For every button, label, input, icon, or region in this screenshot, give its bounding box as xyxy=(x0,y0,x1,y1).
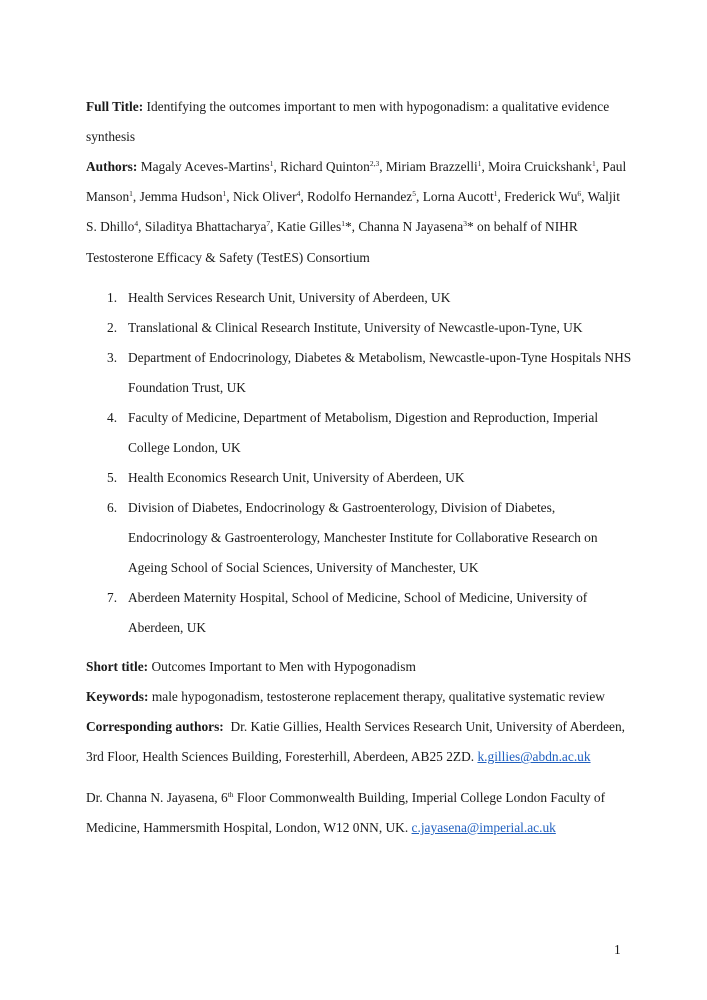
affiliation-text: College London, UK xyxy=(128,440,241,455)
keywords-text: male hypogonadism, testosterone replacement therapy, qualitative systematic review xyxy=(148,689,605,704)
full-title-text: Identifying the outcomes important to men with hypogonadism: a qualitative evidence xyxy=(146,99,610,114)
author-name: , Paul xyxy=(595,159,627,174)
page-number: 1 xyxy=(614,942,621,957)
affiliation-text: Division of Diabetes, Endocrinology & Gastroenterology, Division of Diabetes, xyxy=(128,500,556,515)
author-name: , Siladitya Bhattacharya xyxy=(138,219,267,234)
affiliation-text: Ageing School of Social Sciences, University of Manchester, UK xyxy=(128,560,479,575)
corresponding-text-3a: Dr. Channa N. Jayasena, 6 xyxy=(86,790,228,805)
affiliation-superscript: 4 xyxy=(134,219,139,228)
author-name: , Rodolfo Hernandez xyxy=(300,189,413,204)
corresponding-line-2 xyxy=(86,749,591,765)
affiliation-number: 4. xyxy=(107,410,118,425)
corresponding-text-4: Medicine, Hammersmith Hospital, London, W12 0NN, UK. xyxy=(86,820,412,835)
affiliation-text: Translational & Clinical Research Institute, University of Newcastle-upon-Tyne, UK xyxy=(128,320,583,335)
affiliation-superscript: 5 xyxy=(412,189,417,198)
affiliation-superscript: 1 xyxy=(269,159,274,168)
affiliation-number: 7. xyxy=(107,590,118,605)
authors-line-3 xyxy=(86,219,578,235)
affiliation-superscript: 7 xyxy=(266,219,271,228)
affiliation-number: 1. xyxy=(107,290,118,305)
affiliation-superscript: 1 xyxy=(591,159,596,168)
authors-l1 xyxy=(137,159,626,174)
corresponding-line-1 xyxy=(86,719,625,735)
ordinal-superscript: th xyxy=(227,790,234,799)
affiliation-text: Foundation Trust, UK xyxy=(128,380,246,395)
corresponding-line-3 xyxy=(86,790,605,806)
author-name: , Waljit xyxy=(581,189,620,204)
author-name: , Lorna Aucott xyxy=(416,189,494,204)
author-name: , Nick Oliver xyxy=(226,189,297,204)
affiliation-text: Faculty of Medicine, Department of Metabolism, Digestion and Reproduction, Imperial xyxy=(128,410,599,425)
corresponding-line-4 xyxy=(86,820,556,836)
affiliation-superscript: 1 xyxy=(129,189,133,198)
author-name: , Frederick Wu xyxy=(497,189,578,204)
author-name: *, Channa N Jayasena xyxy=(344,219,464,234)
affiliation-superscript: 4 xyxy=(296,189,301,198)
affiliation-text: Department of Endocrinology, Diabetes & Metabolism, Newcastle-upon-Tyne Hospitals NHS xyxy=(128,350,632,365)
author-name: , Moira Cruickshank xyxy=(481,159,592,174)
affiliation-number: 2. xyxy=(107,320,118,335)
affiliation-text: Health Services Research Unit, University of Aberdeen, UK xyxy=(128,290,451,305)
author-name: * on behalf of NIHR xyxy=(466,219,578,234)
keywords-label: Keywords: xyxy=(86,689,149,704)
affiliation-superscript: 3 xyxy=(463,219,467,228)
author-name: S. Dhillo xyxy=(86,219,135,234)
corresponding-text-2: 3rd Floor, Health Sciences Building, Foresterhill, Aberdeen, AB25 2ZD. xyxy=(86,749,478,764)
affiliation-superscript: 1 xyxy=(341,219,345,228)
authors-line-4: Testosterone Efficacy & Safety (TestES) Consortium xyxy=(86,250,370,265)
affiliation-superscript: 1 xyxy=(222,189,227,198)
email-link-jayasena[interactable]: c.jayasena@imperial.ac.uk xyxy=(411,820,556,835)
full-title-line-1 xyxy=(86,99,609,115)
corresponding-text-1: Dr. Katie Gillies, Health Services Research Unit, University of Aberdeen, xyxy=(223,719,626,734)
affiliation-text: Aberdeen Maternity Hospital, School of Medicine, School of Medicine, University of xyxy=(128,590,588,605)
short-title-text: Outcomes Important to Men with Hypogonadism xyxy=(148,659,416,674)
author-name: , Katie Gilles xyxy=(270,219,342,234)
author-name: Manson xyxy=(86,189,130,204)
authors-l2 xyxy=(86,189,620,204)
authors-l3 xyxy=(86,219,578,234)
affiliation-text: Aberdeen, UK xyxy=(128,620,207,635)
full-title-label: Full Title: xyxy=(86,99,144,114)
authors-label: Authors: xyxy=(86,159,138,174)
corresponding-text-3b: Floor Commonwealth Building, Imperial College London Faculty of xyxy=(233,790,606,805)
affiliation-text: Endocrinology & Gastroenterology, Manchester Institute for Collaborative Research on xyxy=(128,530,598,545)
affiliation-number: 6. xyxy=(107,500,118,515)
affiliation-superscript: 1 xyxy=(477,159,482,168)
short-title xyxy=(86,659,416,675)
author-name: , Richard Quinton xyxy=(273,159,370,174)
email-link-gillies[interactable]: k.gillies@abdn.ac.uk xyxy=(477,749,591,764)
author-name: Magaly Aceves-Martins xyxy=(137,159,270,174)
keywords xyxy=(86,689,605,705)
authors-line-2 xyxy=(86,189,620,205)
affiliation-text: Health Economics Research Unit, University of Aberdeen, UK xyxy=(128,470,465,485)
affiliation-superscript: 1 xyxy=(493,189,498,198)
affiliation-superscript: 6 xyxy=(577,189,582,198)
author-name: , Miriam Brazzelli xyxy=(379,159,478,174)
authors-line-1 xyxy=(86,159,626,175)
author-name: , Jemma Hudson xyxy=(132,189,223,204)
short-title-label: Short title: xyxy=(86,659,149,674)
affiliation-number: 5. xyxy=(107,470,118,485)
affiliation-number: 3. xyxy=(107,350,118,365)
full-title-line-2: synthesis xyxy=(86,129,136,144)
corresponding-label: Corresponding authors: xyxy=(86,719,224,734)
affiliation-superscript: 2,3 xyxy=(369,159,380,168)
